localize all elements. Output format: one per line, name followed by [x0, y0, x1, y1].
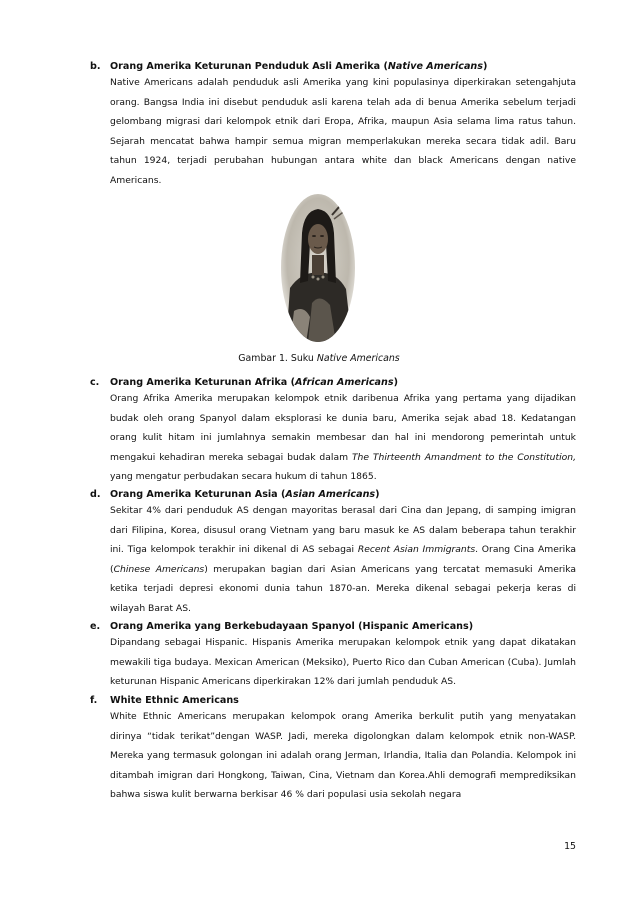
text-run: The Thirteenth Amandment to the Constitution, — [351, 451, 576, 463]
section-label: b. — [90, 61, 101, 72]
figure-caption: Gambar 1. Suku Native Americans — [238, 353, 400, 364]
section-paragraph-f — [110, 707, 576, 805]
text-run: Dipandang sebagai Hispanic. Hispanis Amerika merupakan kelompok etnik yang dapat dikatakan mewakili tiga budaya. Mexican American (Meksiko), Puerto Rico dan Cuban American (Cuba). Jumlah keturunan Hispanic Americans diperkirakan 12% dari jumlah penduduk AS. — [110, 637, 576, 687]
text-run: Native Americans adalah penduduk asli Amerika yang kini populasinya diperkirakan setengahjuta orang. Bangsa India ini disebut penduduk asli karena telah ada di benua Amerika sebelum terjadi gelombang migrasi dari kelompok etnik dari Eropa, Afrika, maupun Asia selama lima ratus tahun. Sejarah mencatat bahwa hampir semua migran memperlakukan mereka secara tidak adil. Baru tahun 1924, terjadi perubahan hubungan antara white dan black Americans dengan native Americans. — [110, 77, 576, 186]
section-label: d. — [90, 489, 101, 500]
section-heading-c — [90, 376, 398, 389]
text-run: . Orang Cina Amerika ( — [110, 544, 576, 575]
section-paragraph-c — [110, 389, 576, 487]
heading-text: Orang Amerika yang Berkebudayaan Spanyol (Hispanic Americans) — [110, 621, 474, 632]
section-label: e. — [90, 621, 101, 632]
section-heading-d — [90, 488, 380, 501]
text-run: Chinese Americans — [113, 563, 205, 575]
text-run: White Ethnic Americans merupakan kelompok orang Amerika berkulit putih yang menyatakan dirinya “tidak terikat”dengan WASP. Jadi, mereka digolongkan dalam kelompok etnik non-WASP. Mereka yang termasuk golongan ini adalah orang Jerman, Irlandia, Italia dan Polandia. Kelompok ini ditambah imigran dari Hongkong, Taiwan, Cina, Vietnam dan Korea.Ahli demografi memprediksikan bahwa siswa kulit berwarna berkisar 46 % dari populasi usia sekolah negara — [110, 711, 576, 800]
figure-native-american-portrait — [280, 193, 356, 343]
section-heading-f — [90, 694, 239, 707]
heading-text: Orang Amerika Keturunan Asia (Asian Americans) — [110, 489, 380, 500]
section-label: c. — [90, 377, 100, 388]
section-heading-b — [90, 60, 487, 73]
page-number: 15 — [564, 841, 576, 852]
section-paragraph-d — [110, 501, 576, 618]
text-run: yang mengatur perbudakan secara hukum di tahun 1865. — [110, 471, 377, 482]
portrait-photo — [280, 193, 356, 343]
section-heading-e — [90, 620, 473, 633]
heading-text: Orang Amerika Keturunan Afrika (African Americans) — [110, 377, 398, 388]
section-label: f. — [90, 695, 98, 706]
text-run: Orang Afrika Amerika merupakan kelompok etnik daribenua Afrika yang pertama yang dijadikan budak oleh orang Spanyol dalam eksplorasi ke dunia baru, Amerika sejak abad 18. Kedatangan orang kulit hitam ini jumlahnya semakin membesar dan hal ini mendorong pemerintah untuk mengakui kehadiran mereka sebagai budak dalam — [110, 393, 576, 463]
text-run: ) merupakan bagian dari Asian Americans yang tercatat memasuki Amerika ketika terjadi depresi ekonomi dunia tahun 1870-an. Mereka dikenal sebagai pekerja keras di wilayah Barat AS. — [110, 563, 576, 614]
section-paragraph-b — [110, 73, 576, 190]
text-run: Recent Asian Immigrants — [357, 544, 476, 555]
heading-text: Orang Amerika Keturunan Penduduk Asli Amerika (Native Americans) — [110, 61, 488, 72]
text-run: Sekitar 4% dari penduduk AS dengan mayoritas berasal dari Cina dan Jepang, di samping imigran dari Filipina, Korea, disusul orang Vietnam yang baru masuk ke AS dalam beberapa tahun terakhir ini. Tiga kelompok terakhir ini dikenal di AS sebagai — [110, 505, 576, 555]
heading-text: White Ethnic Americans — [110, 695, 239, 706]
section-paragraph-e — [110, 633, 576, 692]
